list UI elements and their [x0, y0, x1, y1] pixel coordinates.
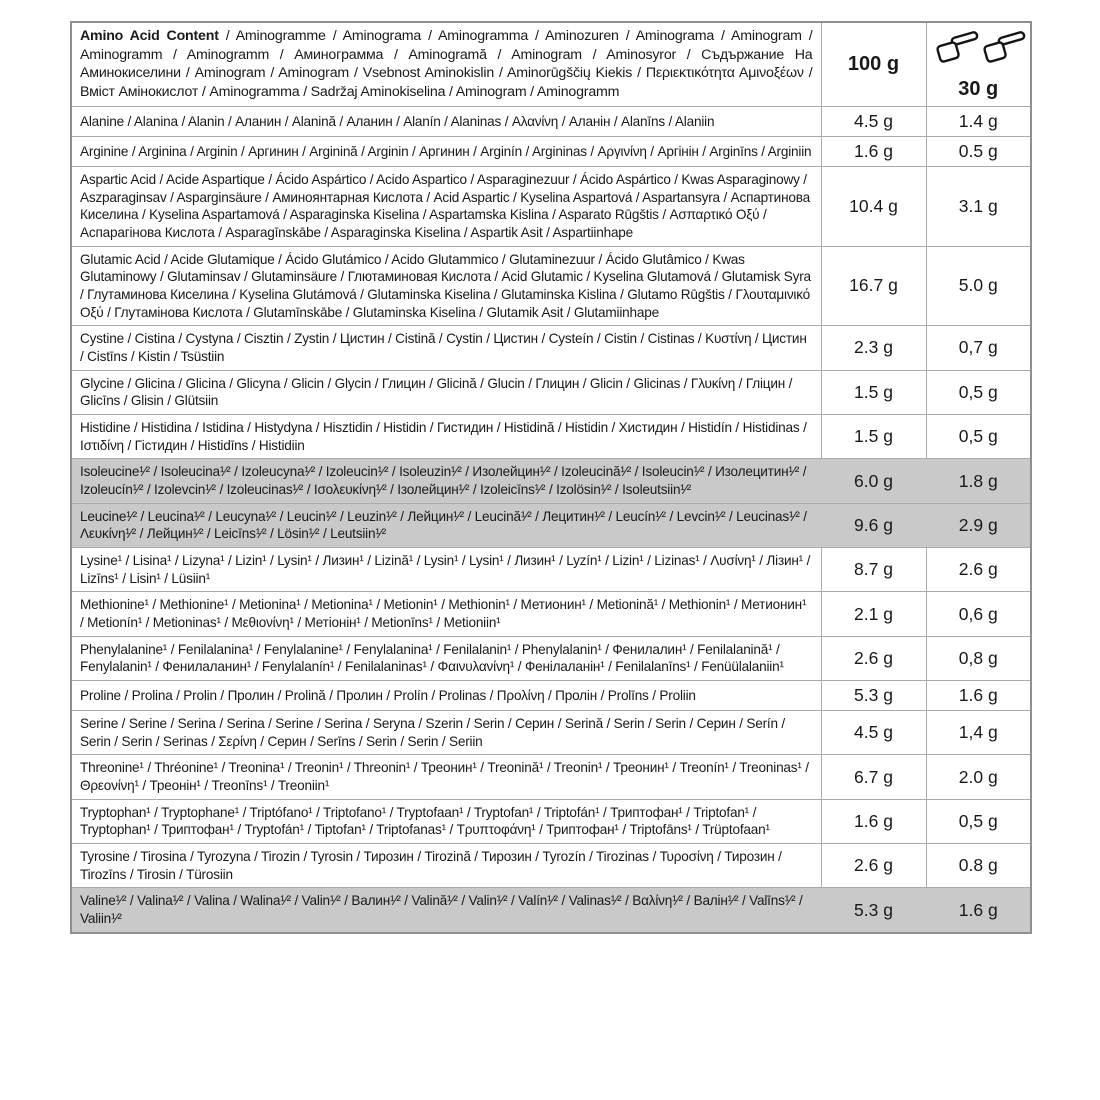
value-30g: 2.9 g — [926, 503, 1031, 547]
amino-names: Tryptophan¹ / Tryptophane¹ / Triptófano¹ / Triptofano¹ / Tryptofaan¹ / Tryptofan¹ / Triptofán¹ / Триптофан¹ / Triptofan¹ / Tryptophan¹ / Триптофан¹ / Tryptofán¹ / Tiptofan¹ / Triptofanas¹ / Τρυπτοφάνη¹ / Триптофан¹ / Triptofāns¹ / Trüptofaan¹ — [71, 799, 821, 843]
amino-content-title-bold: Amino Acid Content — [80, 28, 219, 44]
amino-names: Histidine / Histidina / Istidina / Histydyna / Hisztidin / Histidin / Гистидин / Histidină / Histidin / Хистидин / Histidín / Histidinas / Ιστιδίνη / Гістидин / Histidīns / Histidiin — [71, 415, 821, 459]
table-row — [71, 799, 1031, 843]
amino-names: Arginine / Arginina / Arginin / Аргинин / Arginină / Arginin / Аргинин / Arginín / Argininas / Αργινίνη / Аргінін / Arginīns / Arginiin — [71, 136, 821, 166]
amino-names: Isoleucine¹⁄² / Isoleucina¹⁄² / Izoleucyna¹⁄² / Izoleucin¹⁄² / Isoleuzin¹⁄² / Изолейцин¹⁄² / Izoleucină¹⁄² / Isoleucin¹⁄² / Изолецитин¹⁄² / Izoleucín¹⁄² / Izolevcin¹⁄² / Izoleucinas¹⁄² / Ισολευκίνη¹⁄² / Ізолейцин¹⁄² / Izoleicīns¹⁄² / Izolösin¹⁄² / Isoleutsiin¹⁄² — [71, 459, 821, 503]
value-100g: 1.5 g — [821, 415, 926, 459]
value-30g: 0,5 g — [926, 415, 1031, 459]
amino-names: Cystine / Cistina / Cystyna / Cisztin / Zystin / Цистин / Cistină / Cystin / Цистин / Cysteín / Cistin / Cistinas / Κυστίνη / Цистин / Cistīns / Kistin / Tsüstiin — [71, 326, 821, 370]
value-30g: 1.8 g — [926, 459, 1031, 503]
value-30g: 2.0 g — [926, 755, 1031, 799]
amino-table-body — [71, 106, 1031, 932]
amino-acid-table — [70, 21, 1032, 934]
measuring-scoop-icon — [935, 30, 1031, 68]
table-header-row — [71, 22, 1031, 106]
amino-names: Serine / Serine / Serina / Serina / Serine / Serina / Seryna / Szerin / Serin / Серин / Serină / Serin / Serin / Серин / Serín / Serin / Serin / Serinas / Σερίνη / Серин / Serīns / Serin / Serin / Seriin — [71, 711, 821, 755]
value-100g: 2.6 g — [821, 844, 926, 888]
value-100g: 2.3 g — [821, 326, 926, 370]
amino-names: Leucine¹⁄² / Leucina¹⁄² / Leucyna¹⁄² / Leucin¹⁄² / Leuzin¹⁄² / Лейцин¹⁄² / Leucină¹⁄² / Лецитин¹⁄² / Leucín¹⁄² / Levcin¹⁄² / Leucinas¹⁄² / Λευκίνη¹⁄² / Лейцин¹⁄² / Leicīns¹⁄² / Lösin¹⁄² / Leutsiin¹⁄² — [71, 503, 821, 547]
table-row — [71, 166, 1031, 246]
amino-names: Alanine / Alanina / Alanin / Аланин / Alanină / Аланин / Alanín / Alaninas / Αλανίνη / Аланін / Alanīns / Alaniin — [71, 106, 821, 136]
column-header-30g-label: 30 g — [958, 77, 999, 100]
value-30g: 0,5 g — [926, 799, 1031, 843]
value-100g: 8.7 g — [821, 548, 926, 592]
amino-names: Threonine¹ / Thréonine¹ / Treonina¹ / Treonin¹ / Threonin¹ / Треонин¹ / Treonină¹ / Treonin¹ / Треонин¹ / Treonín¹ / Treoninas¹ / Θρεονίνη¹ / Треонін¹ / Treonīns¹ / Treoniin¹ — [71, 755, 821, 799]
value-100g: 1.6 g — [821, 136, 926, 166]
value-30g: 0.5 g — [926, 136, 1031, 166]
value-100g: 2.6 g — [821, 636, 926, 680]
amino-names: Proline / Prolina / Prolin / Пролин / Prolină / Пролин / Prolín / Prolinas / Προλίνη / Пролін / Prolīns / Proliin — [71, 681, 821, 711]
table-row — [71, 592, 1031, 636]
value-100g: 10.4 g — [821, 166, 926, 246]
table-row — [71, 326, 1031, 370]
table-row — [71, 711, 1031, 755]
value-30g: 0,5 g — [926, 370, 1031, 414]
value-30g: 1.6 g — [926, 888, 1031, 933]
value-100g: 1.5 g — [821, 370, 926, 414]
value-100g: 2.1 g — [821, 592, 926, 636]
table-row — [71, 844, 1031, 888]
column-header-100g — [821, 22, 926, 106]
amino-content-title — [71, 22, 821, 106]
table-row — [71, 681, 1031, 711]
amino-names: Tyrosine / Tirosina / Tyrozyna / Tirozin / Tyrosin / Тирозин / Tirozină / Тирозин / Tyrozín / Tirozinas / Τυροσίνη / Тирозин / Tirozīns / Tirosin / Türosiin — [71, 844, 821, 888]
amino-names: Valine¹⁄² / Valina¹⁄² / Valina / Walina¹⁄² / Valin¹⁄² / Валин¹⁄² / Valină¹⁄² / Valin¹⁄² / Valín¹⁄² / Valinas¹⁄² / Βαλίνη¹⁄² / Валін¹⁄² / Valīns¹⁄² / Valiin¹⁄² — [71, 888, 821, 933]
amino-names: Glycine / Glicina / Glicina / Glicyna / Glicin / Glycin / Глицин / Glicină / Glucin / Глицин / Glicin / Glicinas / Γλυκίνη / Гліцин / Glicīns / Glisin / Glütsiin — [71, 370, 821, 414]
value-100g: 9.6 g — [821, 503, 926, 547]
value-30g: 0,7 g — [926, 326, 1031, 370]
amino-names: Methionine¹ / Methionine¹ / Metionina¹ / Metionina¹ / Metionin¹ / Methionin¹ / Метионин¹ / Metionină¹ / Methionin¹ / Метионин¹ / Metionín¹ / Metioninas¹ / Μεθιονίνη¹ / Метіонін¹ / Metionīns¹ / Metioniin¹ — [71, 592, 821, 636]
column-header-100g-label: 100 g — [847, 52, 900, 75]
value-100g: 6.7 g — [821, 755, 926, 799]
table-row — [71, 459, 1031, 503]
amino-names: Phenylalanine¹ / Fenilalanina¹ / Fenylalanine¹ / Fenylalanina¹ / Fenilalanin¹ / Phenylalanin¹ / Фенилалин¹ / Fenilalanină¹ / Fenylalanin¹ / Фенилаланин¹ / Fenylalanín¹ / Fenilalaninas¹ / Φαινυλανίνη¹ / Фенілаланін¹ / Fenilalanīns¹ / Fenüülalaniin¹ — [71, 636, 821, 680]
amino-content-title-translations: / Aminogramme / Aminograma / Aminogramma / Aminozuren / Aminograma / Aminogram / Aminogramm / Aminogramm / Аминограмма / Aminogramă / Aminogram / Aminosyror / Съдържание На Аминокиселини / Aminogram / Aminogram / Vsebnost Aminokislin / Aminorūgščių Kiekis / Περιεκτικότητα Αμινοξέων / Вміст Амінокислот / Aminogramma / Sadržaj Aminokiselina / Aminogram / Aminogramm — [80, 28, 813, 101]
table-row — [71, 755, 1031, 799]
column-header-30g — [926, 22, 1031, 106]
table-row — [71, 136, 1031, 166]
amino-names: Aspartic Acid / Acide Aspartique / Ácido Aspártico / Acido Aspartico / Asparaginezuur / Ácido Aspártico / Kwas Asparaginowy / Aszparaginsav / Asparginsäure / Аминоянтарная Кислота / Acid Aspartic / Kyselina Aspartová / Aspartansyra / Аспартинова Киселина / Kyselina Aspartamová / Asparaginska Kiselina / Aspartamska Kislina / Asparato Rūgštis / Ασπαρτικό Οξύ / Аспарагінова Кислота / Asparagīnskābe / Asparaginska Kiselina / Aspartik Asit / Aspartiinhape — [71, 166, 821, 246]
value-100g: 5.3 g — [821, 888, 926, 933]
table-row — [71, 548, 1031, 592]
table-row — [71, 415, 1031, 459]
value-30g: 0,8 g — [926, 636, 1031, 680]
table-row — [71, 636, 1031, 680]
value-30g: 0.8 g — [926, 844, 1031, 888]
value-30g: 1,4 g — [926, 711, 1031, 755]
value-30g: 3.1 g — [926, 166, 1031, 246]
value-100g: 4.5 g — [821, 711, 926, 755]
amino-names: Lysine¹ / Lisina¹ / Lizyna¹ / Lizin¹ / Lysin¹ / Лизин¹ / Lizină¹ / Lysin¹ / Lysin¹ / Лизин¹ / Lyzín¹ / Lizin¹ / Lizinas¹ / Λυσίνη¹ / Лізин¹ / Lizīns¹ / Lisin¹ / Lüsiin¹ — [71, 548, 821, 592]
value-100g: 5.3 g — [821, 681, 926, 711]
table-row — [71, 246, 1031, 326]
value-100g: 16.7 g — [821, 246, 926, 326]
value-30g: 0,6 g — [926, 592, 1031, 636]
value-30g: 5.0 g — [926, 246, 1031, 326]
value-30g: 2.6 g — [926, 548, 1031, 592]
table-row — [71, 503, 1031, 547]
value-100g: 1.6 g — [821, 799, 926, 843]
table-row — [71, 106, 1031, 136]
value-30g: 1.6 g — [926, 681, 1031, 711]
table-row — [71, 370, 1031, 414]
value-100g: 4.5 g — [821, 106, 926, 136]
value-100g: 6.0 g — [821, 459, 926, 503]
value-30g: 1.4 g — [926, 106, 1031, 136]
amino-names: Glutamic Acid / Acide Glutamique / Ácido Glutámico / Acido Glutammico / Glutaminezuur / Ácido Glutâmico / Kwas Glutaminowy / Glutaminsav / Glutaminsäure / Глютаминовая Кислота / Acid Glutamic / Kyselina Glutamová / Glutamisk Syra / Глутаминова Киселина / Kyselina Glutámová / Glutaminska Kiselina / Glutaminska Kislina / Glutamo Rūgštis / Γλουταμινικό Οξύ / Глутамінова Кислота / Glutamīnskābe / Glutaminska Kiselina / Glutamik Asit / Glutamiinhape — [71, 246, 821, 326]
table-row — [71, 888, 1031, 933]
